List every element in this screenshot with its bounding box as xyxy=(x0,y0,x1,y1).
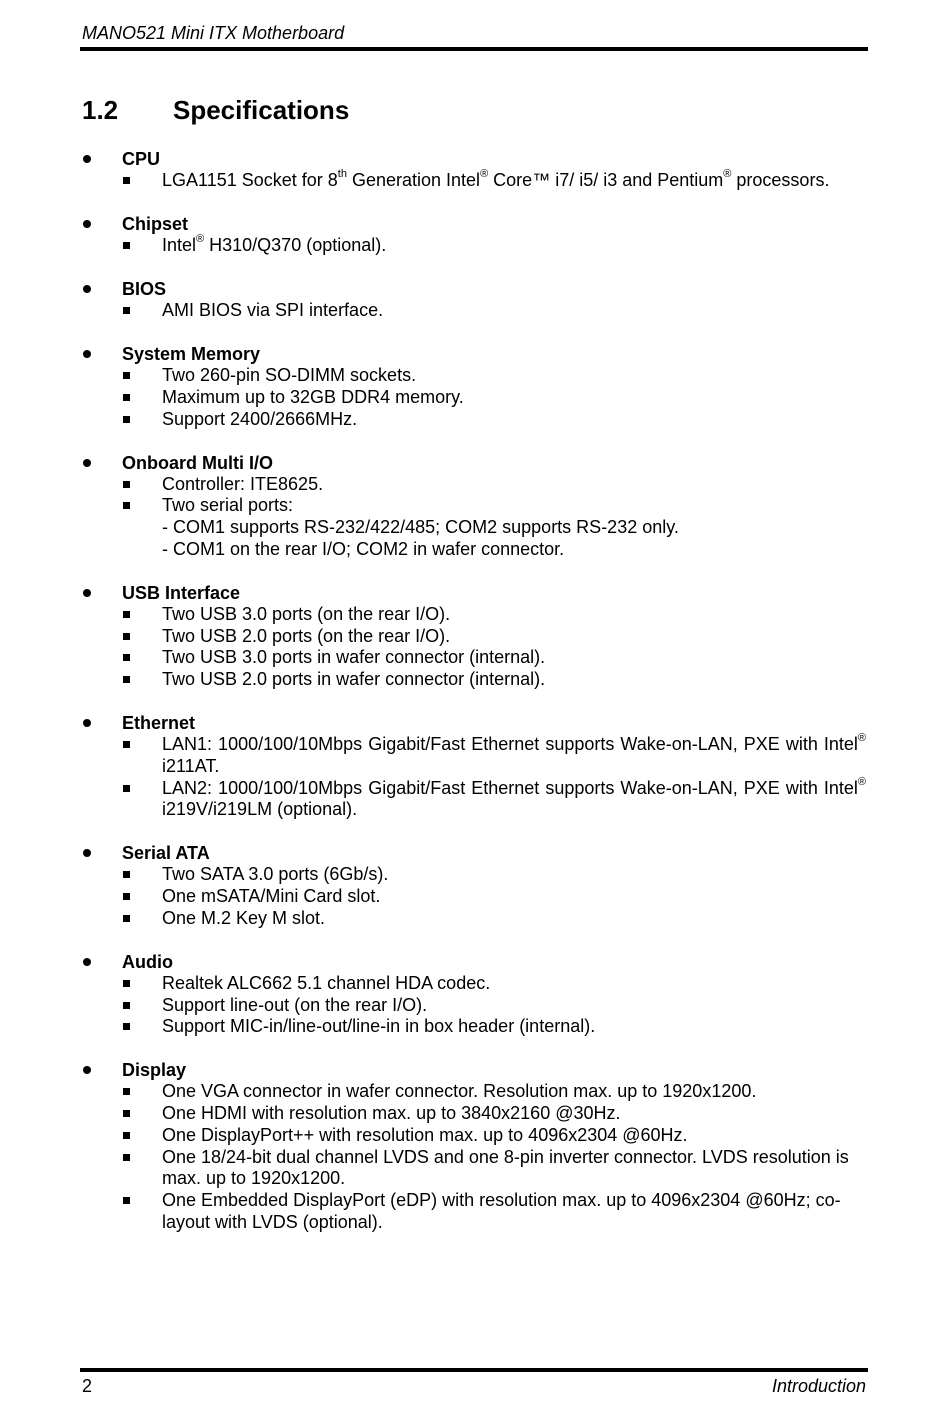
bullet-square xyxy=(123,611,130,618)
spec-group-chipset xyxy=(80,213,866,257)
spec-item xyxy=(80,604,866,626)
bullet-square xyxy=(123,654,130,661)
spec-group-title: Audio xyxy=(122,951,173,972)
spec-item xyxy=(80,409,866,431)
spec-group-title: BIOS xyxy=(122,279,167,300)
spec-item xyxy=(80,170,866,192)
bullet-square xyxy=(123,177,130,184)
bullet-square xyxy=(123,1110,130,1117)
section-heading xyxy=(82,95,349,126)
spec-group-title: CPU xyxy=(122,149,161,169)
spec-text: H310/Q370 (optional). xyxy=(204,235,387,256)
bullet-dot xyxy=(83,350,91,358)
bullet-square xyxy=(123,307,130,314)
bullet-square xyxy=(123,394,130,401)
spec-text: Realtek ALC662 5.1 channel HDA codec. xyxy=(162,972,491,993)
bullet-square xyxy=(123,1197,130,1204)
spec-group-system-memory xyxy=(80,343,866,430)
bullet-square xyxy=(123,785,130,792)
spec-text: processors. xyxy=(731,170,830,190)
spec-text: Two USB 3.0 ports (on the rear I/O). xyxy=(162,603,451,624)
spec-item xyxy=(80,973,866,995)
superscript: ® xyxy=(857,775,866,788)
spec-group-title: Onboard Multi I/O xyxy=(122,452,273,473)
spec-group-cpu xyxy=(80,148,866,192)
bullet-square xyxy=(123,1002,130,1009)
bullet-square xyxy=(123,893,130,900)
bullet-dot xyxy=(83,155,91,163)
spec-text: Two USB 2.0 ports (on the rear I/O). xyxy=(162,625,451,646)
bullet-dot xyxy=(83,285,91,293)
spec-text: One M.2 Key M slot. xyxy=(162,907,326,928)
bullet-square xyxy=(123,502,130,509)
bullet-square xyxy=(123,871,130,878)
spec-text: LAN2: 1000/100/10Mbps Gigabit/Fast Ethernet supports Wake-on-LAN, PXE with Intel xyxy=(162,777,858,798)
spec-text: Support MIC-in/line-out/line-in in box header (internal). xyxy=(162,1016,596,1037)
spec-subtext: - COM1 supports RS-232/422/485; COM2 supports RS-232 only. xyxy=(162,517,679,538)
spec-text: One 18/24-bit dual channel LVDS and one 8-pin inverter connector. LVDS resolution is max. up to 1920x1200. xyxy=(162,1146,849,1189)
spec-group-title: System Memory xyxy=(122,344,261,365)
spec-text: LGA1151 Socket for 8 xyxy=(162,170,338,190)
spec-item xyxy=(80,1081,866,1103)
spec-item xyxy=(80,864,866,886)
bullet-dot xyxy=(83,719,91,727)
spec-text: i219V/i219LM (optional). xyxy=(162,799,358,820)
spec-text: One DisplayPort++ with resolution max. up to 4096x2304 @60Hz. xyxy=(162,1124,688,1145)
spec-text: Two USB 3.0 ports in wafer connector (internal). xyxy=(162,647,546,668)
bullet-dot xyxy=(83,220,91,228)
spec-text: Two USB 2.0 ports in wafer connector (internal). xyxy=(162,669,546,690)
spec-text: One mSATA/Mini Card slot. xyxy=(162,886,381,907)
spec-item xyxy=(80,235,866,257)
spec-item xyxy=(80,995,866,1017)
spec-group-bios xyxy=(80,278,866,322)
spec-item xyxy=(80,647,866,669)
spec-group-display xyxy=(80,1059,866,1233)
superscript: th xyxy=(337,168,347,180)
bullet-dot xyxy=(83,1066,91,1074)
bullet-square xyxy=(123,242,130,249)
bullet-square xyxy=(123,1088,130,1095)
spec-text: Two 260-pin SO-DIMM sockets. xyxy=(162,365,417,386)
bullet-dot xyxy=(83,459,91,467)
spec-item xyxy=(80,669,866,691)
running-header-title: MANO521 Mini ITX Motherboard xyxy=(82,23,345,43)
bullet-dot xyxy=(83,958,91,966)
spec-text: Support 2400/2666MHz. xyxy=(162,408,358,429)
spec-group-title: Chipset xyxy=(122,214,189,235)
superscript: ® xyxy=(196,233,205,246)
spec-group-usb-interface xyxy=(80,582,866,691)
spec-text: Maximum up to 32GB DDR4 memory. xyxy=(162,386,464,407)
spec-subtext: - COM1 on the rear I/O; COM2 in wafer connector. xyxy=(162,538,565,559)
spec-group-onboard-multi-io xyxy=(80,452,866,561)
spec-text: i211AT. xyxy=(162,755,220,776)
spec-item xyxy=(80,626,866,648)
bullet-square xyxy=(123,1154,130,1161)
section-number: 1.2 xyxy=(82,95,119,125)
spec-item xyxy=(80,1125,866,1147)
spec-item xyxy=(80,734,866,777)
spec-item xyxy=(80,1190,866,1233)
spec-group-title: Serial ATA xyxy=(122,843,210,864)
bullet-square xyxy=(123,633,130,640)
spec-text: Core™ i7/ i5/ i3 and Pentium xyxy=(488,170,724,190)
bullet-square xyxy=(123,1132,130,1139)
bullet-square xyxy=(123,416,130,423)
spec-text: Two serial ports: xyxy=(162,495,294,516)
page-number: 2 xyxy=(82,1376,93,1396)
spec-text: Two SATA 3.0 ports (6Gb/s). xyxy=(162,864,389,885)
spec-item xyxy=(80,365,866,387)
bullet-square xyxy=(123,1023,130,1030)
bullet-square xyxy=(123,372,130,379)
spec-group-serial-ata xyxy=(80,842,866,929)
spec-group-ethernet xyxy=(80,712,866,821)
spec-item xyxy=(80,1016,866,1038)
spec-group-title: Ethernet xyxy=(122,713,196,734)
bullet-square xyxy=(123,481,130,488)
bullet-dot xyxy=(83,849,91,857)
superscript: ® xyxy=(723,168,732,180)
bullet-square xyxy=(123,676,130,683)
spec-group-title: Display xyxy=(122,1060,187,1081)
superscript: ® xyxy=(857,732,866,745)
header-rule xyxy=(80,47,868,51)
section-title: Specifications xyxy=(173,95,350,125)
bullet-square xyxy=(123,915,130,922)
spec-group-audio xyxy=(80,951,866,1038)
spec-item xyxy=(80,474,866,496)
spec-text: Support line-out (on the rear I/O). xyxy=(162,994,428,1015)
spec-item xyxy=(80,300,866,322)
spec-group-title: USB Interface xyxy=(122,582,241,603)
spec-text: One Embedded DisplayPort (eDP) with resolution max. up to 4096x2304 @60Hz; co-layout with LVDS (optional). xyxy=(162,1189,841,1232)
footer-section-name: Introduction xyxy=(771,1376,866,1396)
spec-item xyxy=(80,1103,866,1125)
spec-text: LAN1: 1000/100/10Mbps Gigabit/Fast Ethernet supports Wake-on-LAN, PXE with Intel xyxy=(162,734,858,755)
superscript: ® xyxy=(480,168,489,180)
spec-item xyxy=(80,1147,866,1190)
footer-rule xyxy=(80,1368,868,1372)
bullet-square xyxy=(123,741,130,748)
spec-text: One HDMI with resolution max. up to 3840x2160 @30Hz. xyxy=(162,1103,621,1124)
spec-text: Generation Intel xyxy=(346,170,481,190)
spec-text: AMI BIOS via SPI interface. xyxy=(162,300,384,321)
spec-item xyxy=(80,886,866,908)
spec-text: Controller: ITE8625. xyxy=(162,473,324,494)
spec-item xyxy=(80,908,866,930)
bullet-square xyxy=(123,980,130,987)
spec-text: One VGA connector in wafer connector. Resolution max. up to 1920x1200. xyxy=(162,1081,757,1102)
spec-item xyxy=(80,775,866,821)
spec-item xyxy=(80,495,866,560)
spec-item xyxy=(80,387,866,409)
spec-text: Intel xyxy=(162,235,197,256)
specifications-list xyxy=(80,148,866,1255)
bullet-dot xyxy=(83,589,91,597)
